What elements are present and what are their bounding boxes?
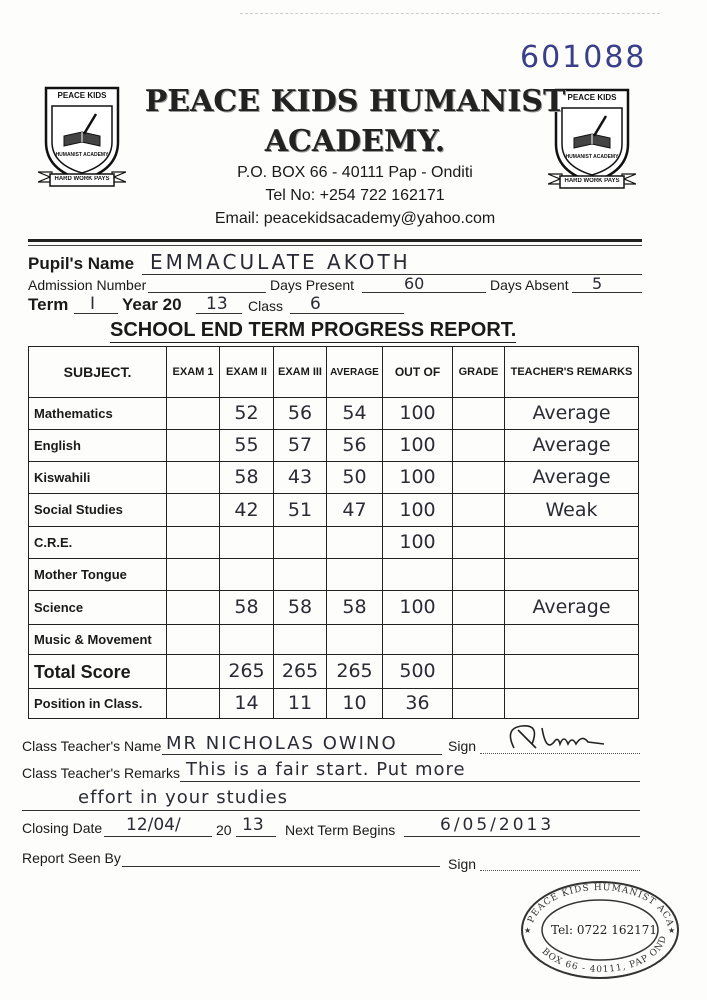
stamp-star-left-icon: ★ xyxy=(524,926,532,935)
remarks-cell xyxy=(505,430,639,462)
admission-number-field[interactable] xyxy=(148,292,266,293)
class-label: Class xyxy=(248,298,284,314)
out-of-cell xyxy=(383,462,453,494)
remarks-value: Weak xyxy=(545,498,598,521)
school-address: P.O. BOX 66 - 40111 Pap - Onditi xyxy=(237,164,473,181)
grade-cell xyxy=(453,591,505,625)
crest-ring-text: HUMANIST ACADEMY xyxy=(565,154,619,160)
table-row xyxy=(29,591,639,625)
teacher-name-value: MR NICHOLAS OWINO xyxy=(166,733,398,754)
remarks-cell xyxy=(505,625,639,655)
subject-cell: Kiswahili xyxy=(29,462,167,494)
stamp-top-text: PEACE KIDS HUMANIST ACA xyxy=(526,882,675,929)
crest-top-text: PEACE KIDS xyxy=(567,93,617,102)
table-row xyxy=(29,625,639,655)
exam2-cell xyxy=(220,494,274,527)
header-exam1: EXAM 1 xyxy=(167,347,220,398)
exam2-cell xyxy=(220,462,274,494)
parent-sign-label: Sign xyxy=(448,856,477,872)
out-of-cell xyxy=(383,527,453,559)
closing-year-label: 20 xyxy=(216,822,232,838)
remarks-value: Average xyxy=(532,596,611,618)
exam2-cell xyxy=(220,398,274,430)
header-average: AVERAGE xyxy=(327,347,383,398)
exam1-cell xyxy=(167,689,220,719)
exam2-cell xyxy=(220,591,274,625)
exam3-value: 58 xyxy=(287,596,313,618)
teacher-remarks-field[interactable] xyxy=(180,781,640,782)
average-value: 56 xyxy=(342,434,367,456)
exam1-cell xyxy=(167,462,220,494)
average-cell xyxy=(327,494,383,527)
year-label: Year 20 xyxy=(122,295,182,314)
exam3-value: 11 xyxy=(287,692,313,714)
exam3-cell xyxy=(274,559,327,591)
exam3-cell xyxy=(274,591,327,625)
table-header-row xyxy=(29,347,639,398)
header-subject: SUBJECT. xyxy=(29,347,167,398)
exam3-cell xyxy=(274,655,327,689)
subject-cell: C.R.E. xyxy=(29,527,167,559)
teacher-signature xyxy=(500,722,610,752)
next-term-value: 6/05/2013 xyxy=(440,815,555,835)
days-absent-label: Days Absent xyxy=(490,277,569,293)
exam1-cell xyxy=(167,625,220,655)
average-cell xyxy=(327,625,383,655)
teacher-remarks-label: Class Teacher's Remarks xyxy=(22,765,181,781)
subject-cell: Science xyxy=(29,591,167,625)
exam3-cell xyxy=(274,398,327,430)
sign-field[interactable] xyxy=(480,753,640,754)
table-row xyxy=(29,559,639,591)
sign-label: Sign xyxy=(448,738,477,754)
stamp-star-right-icon: ★ xyxy=(668,926,676,935)
exam2-value: 55 xyxy=(234,434,259,456)
average-cell xyxy=(327,559,383,591)
pupil-name-field[interactable] xyxy=(142,274,642,275)
reference-number: 601088 xyxy=(520,40,647,75)
school-crest-left xyxy=(38,84,126,192)
exam1-cell xyxy=(167,655,220,689)
report-title: SCHOOL END TERM PROGRESS REPORT. xyxy=(110,319,517,341)
average-cell xyxy=(327,689,383,719)
average-value: 54 xyxy=(342,402,367,424)
out-of-cell xyxy=(383,689,453,719)
exam2-cell xyxy=(220,655,274,689)
table-row xyxy=(29,689,639,719)
remarks-cell xyxy=(505,591,639,625)
days-absent-field[interactable] xyxy=(572,292,642,293)
grade-cell xyxy=(453,398,505,430)
crest-motto: HARD WORK PAYS xyxy=(54,176,110,182)
report-seen-by-field[interactable] xyxy=(122,866,440,867)
out-of-cell xyxy=(383,625,453,655)
teacher-remarks-field-2[interactable] xyxy=(22,810,640,811)
header-out-of: OUT OF xyxy=(383,347,453,398)
crest-motto: HARD WORK PAYS xyxy=(564,178,620,184)
remarks-cell xyxy=(505,462,639,494)
remarks-value: Average xyxy=(532,402,611,424)
exam1-cell xyxy=(167,430,220,462)
exam2-value: 265 xyxy=(228,660,265,682)
table-row xyxy=(29,462,639,494)
table-row xyxy=(29,655,639,689)
scan-artifact-line xyxy=(240,13,660,14)
exam1-cell xyxy=(167,494,220,527)
school-name xyxy=(136,82,574,162)
exam3-value: 51 xyxy=(287,498,313,521)
out-of-value: 100 xyxy=(399,434,436,456)
table-row xyxy=(29,527,639,559)
pupil-name-label: Pupil's Name xyxy=(28,254,135,273)
out-of-cell xyxy=(383,655,453,689)
exam2-value: 42 xyxy=(234,498,259,521)
remarks-value: Average xyxy=(532,466,611,488)
exam2-value: 52 xyxy=(234,402,259,424)
parent-sign-field[interactable] xyxy=(480,870,640,871)
out-of-value: 100 xyxy=(399,531,436,553)
crest-ring-text: HUMANIST ACADEMY xyxy=(55,152,109,158)
closing-year-field[interactable] xyxy=(236,836,276,837)
header-divider-thin xyxy=(28,245,642,246)
remarks-cell xyxy=(505,494,639,527)
out-of-cell xyxy=(383,398,453,430)
class-value: 6 xyxy=(310,294,321,314)
remarks-cell xyxy=(505,689,639,719)
out-of-cell xyxy=(383,430,453,462)
exam2-value: 14 xyxy=(234,692,259,714)
average-cell xyxy=(327,655,383,689)
stamp-bottom-text: BOX 66 - 40111, PAP OND xyxy=(539,934,670,976)
average-value: 58 xyxy=(342,596,367,618)
remarks-cell xyxy=(505,398,639,430)
teacher-name-field[interactable] xyxy=(162,754,442,755)
out-of-value: 36 xyxy=(405,692,430,714)
school-tel: Tel No: +254 722 162171 xyxy=(265,187,445,204)
term-label: Term xyxy=(28,295,69,314)
table-row xyxy=(29,398,639,430)
school-email: Email: peacekidsacademy@yahoo.com xyxy=(214,210,496,227)
admission-number-label: Admission Number xyxy=(28,277,147,293)
days-present-field[interactable] xyxy=(362,292,486,293)
out-of-value: 100 xyxy=(399,498,436,521)
exam1-cell xyxy=(167,591,220,625)
exam3-value: 43 xyxy=(287,466,313,488)
out-of-cell xyxy=(383,559,453,591)
average-value: 50 xyxy=(342,466,367,488)
exam2-cell xyxy=(220,559,274,591)
out-of-cell xyxy=(383,494,453,527)
grade-cell xyxy=(453,430,505,462)
remarks-cell xyxy=(505,527,639,559)
exam1-cell xyxy=(167,398,220,430)
report-seen-by-label: Report Seen By xyxy=(22,850,121,866)
subject-cell: Music & Movement xyxy=(29,625,167,655)
teacher-remarks-line1: This is a fair start. Put more xyxy=(186,759,466,780)
remarks-value: Average xyxy=(532,434,611,456)
class-field[interactable] xyxy=(290,313,404,314)
header-exam2: EXAM II xyxy=(220,347,274,398)
average-cell xyxy=(327,591,383,625)
grade-cell xyxy=(453,462,505,494)
header-divider xyxy=(28,239,642,242)
results-table xyxy=(28,346,639,719)
closing-date-field[interactable] xyxy=(104,836,212,837)
exam3-value: 265 xyxy=(281,660,319,682)
exam2-cell xyxy=(220,527,274,559)
grade-cell xyxy=(453,527,505,559)
average-value: 265 xyxy=(336,660,373,682)
exam3-cell xyxy=(274,494,327,527)
average-cell xyxy=(327,398,383,430)
exam3-cell xyxy=(274,462,327,494)
remarks-cell xyxy=(505,655,639,689)
table-row xyxy=(29,430,639,462)
average-cell xyxy=(327,527,383,559)
header-exam3: EXAM III xyxy=(274,347,327,398)
grade-cell xyxy=(453,625,505,655)
subject-cell: Mother Tongue xyxy=(29,559,167,591)
school-name-line1: PEACE KIDS HUMANIST xyxy=(144,84,566,119)
days-present-label: Days Present xyxy=(270,277,355,293)
next-term-field[interactable] xyxy=(404,836,640,837)
out-of-value: 100 xyxy=(399,466,436,488)
average-cell xyxy=(327,462,383,494)
exam1-cell xyxy=(167,559,220,591)
exam1-cell xyxy=(167,527,220,559)
subject-cell: Mathematics xyxy=(29,398,167,430)
exam2-cell xyxy=(220,625,274,655)
exam2-value: 58 xyxy=(234,466,259,488)
average-value: 47 xyxy=(342,498,367,521)
exam3-value: 57 xyxy=(287,434,313,456)
grade-cell xyxy=(453,689,505,719)
exam3-cell xyxy=(274,625,327,655)
subject-cell: Position in Class. xyxy=(29,689,167,719)
exam3-cell xyxy=(274,430,327,462)
term-value: I xyxy=(90,294,96,314)
exam3-cell xyxy=(274,689,327,719)
exam2-value: 58 xyxy=(234,596,259,618)
subject-cell: Total Score xyxy=(29,655,167,689)
out-of-cell xyxy=(383,591,453,625)
next-term-label: Next Term Begins xyxy=(285,822,396,838)
exam2-cell xyxy=(220,689,274,719)
out-of-value: 100 xyxy=(399,402,436,424)
svg-text:PEACE KIDS HUMANIST ACADEMY xyxy=(520,880,675,928)
exam3-value: 56 xyxy=(287,402,313,424)
term-field[interactable] xyxy=(74,313,118,314)
exam3-cell xyxy=(274,527,327,559)
school-name-line2: ACADEMY. xyxy=(264,124,446,159)
out-of-value: 100 xyxy=(399,596,436,618)
table-row xyxy=(29,494,639,527)
grade-cell xyxy=(453,494,505,527)
exam2-cell xyxy=(220,430,274,462)
teacher-remarks-line2: effort in your studies xyxy=(78,787,288,808)
subject-cell: Social Studies xyxy=(29,494,167,527)
average-cell xyxy=(327,430,383,462)
closing-year-value: 13 xyxy=(242,815,264,835)
days-present-value: 60 xyxy=(404,274,425,293)
subject-cell: English xyxy=(29,430,167,462)
header-grade: GRADE xyxy=(453,347,505,398)
grade-cell xyxy=(453,559,505,591)
teacher-name-label: Class Teacher's Name xyxy=(22,738,162,754)
days-absent-value: 5 xyxy=(592,274,603,293)
grade-cell xyxy=(453,655,505,689)
stamp-tel: Tel: 0722 162171 xyxy=(551,923,658,937)
average-value: 10 xyxy=(342,692,367,714)
remarks-cell xyxy=(505,559,639,591)
year-value: 13 xyxy=(206,294,228,314)
closing-date-value: 12/04/ xyxy=(126,815,181,835)
pupil-name-value: EMMACULATE AKOTH xyxy=(150,250,411,274)
crest-top-text: PEACE KIDS xyxy=(57,91,107,100)
header-teachers-remarks: TEACHER'S REMARKS xyxy=(505,347,639,398)
closing-date-label: Closing Date xyxy=(22,820,103,836)
out-of-value: 500 xyxy=(399,660,436,682)
